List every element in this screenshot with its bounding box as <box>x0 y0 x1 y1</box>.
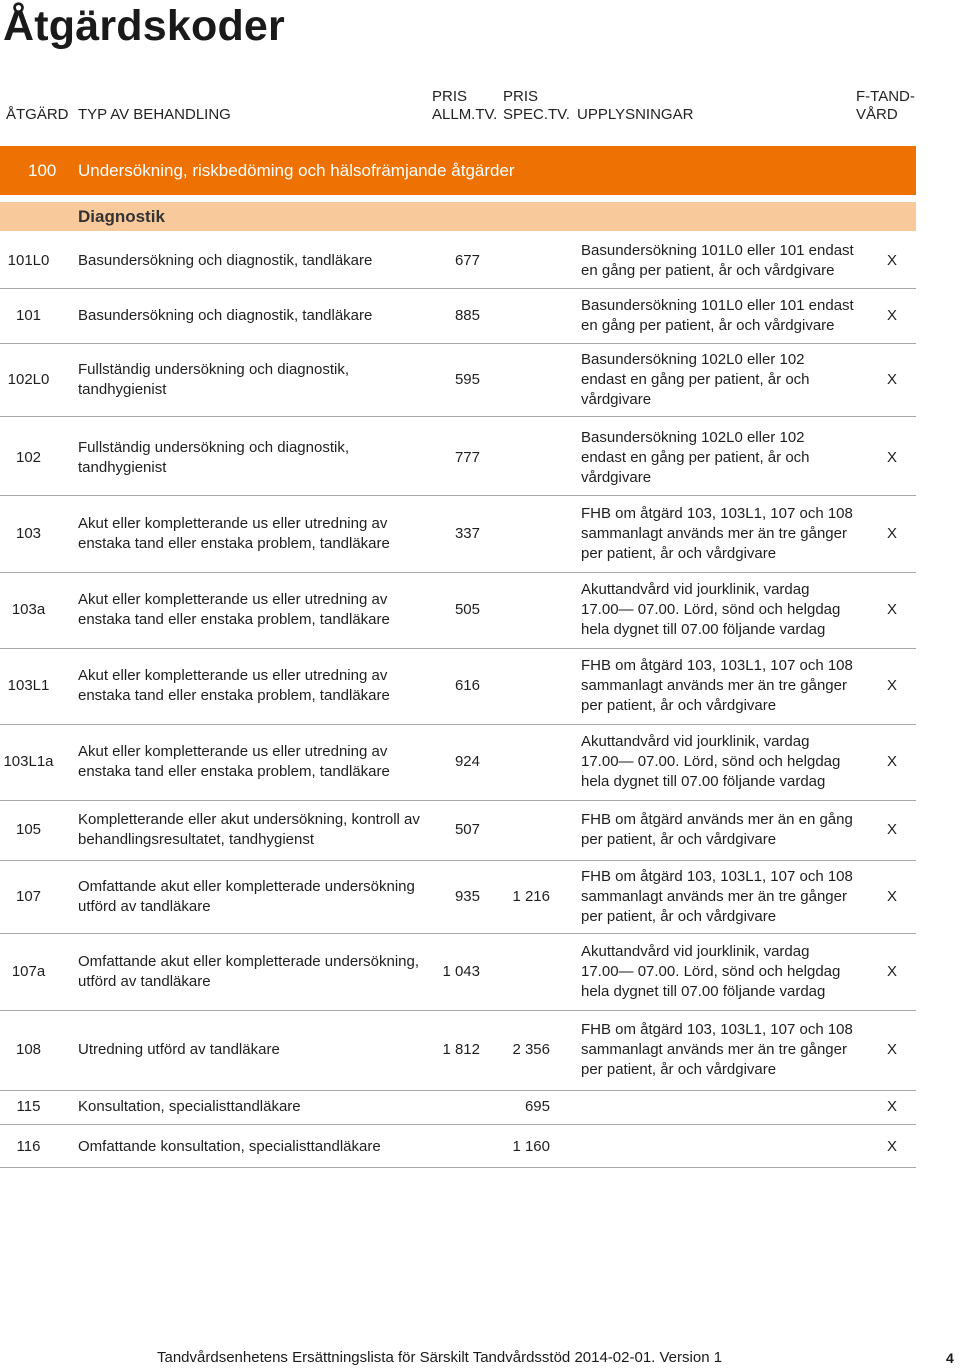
row-price-general: 935 <box>454 888 480 905</box>
row-code: 103L1 <box>7 677 50 694</box>
row-info-line: per patient, år och vårdgivare <box>581 1061 777 1078</box>
table-row <box>0 420 916 496</box>
row-code: 105 <box>15 821 42 838</box>
table-row <box>0 1010 916 1091</box>
row-info <box>581 724 861 800</box>
row-f-care-mark: X <box>886 371 897 388</box>
row-info-line: en gång per patient, år och vårdgivare <box>581 261 835 279</box>
row-description <box>78 1090 428 1124</box>
row-description-line: utförd av tandläkare <box>78 898 211 915</box>
row-info-line: sammanlagt används mer än tre gånger <box>581 888 847 905</box>
row-info-line: sammanlagt används mer än tre gånger <box>581 525 847 542</box>
row-description-line: Basundersökning och diagnostik, tandläkare <box>78 306 373 324</box>
row-info-line: sammanlagt används mer än tre gånger <box>581 1041 847 1058</box>
row-description-line: behandlingsresultatet, tandhygienst <box>78 831 315 848</box>
column-header-price-general-line2: ALLM.TV. <box>432 106 498 123</box>
row-price-special <box>480 934 550 1010</box>
row-description <box>78 572 428 648</box>
row-info <box>581 496 861 572</box>
row-description <box>78 648 428 724</box>
row-info-line: vårdgivare <box>581 391 652 408</box>
table-row <box>0 233 916 289</box>
row-code: 108 <box>15 1041 42 1058</box>
row-description-line: Omfattande akut eller kompletterade undersökning, <box>78 953 420 970</box>
row-info-line: Akuttandvård vid jourklinik, vardag <box>581 581 810 598</box>
row-description <box>78 233 428 288</box>
row-info <box>581 648 861 724</box>
row-description-line: Akut eller kompletterande us eller utredning av <box>78 591 388 608</box>
row-info <box>581 344 861 416</box>
subsection-header <box>0 202 916 231</box>
row-price-general: 1 812 <box>442 1041 480 1058</box>
page-title: Åtgärdskoder <box>3 2 285 50</box>
row-price-special <box>480 233 550 288</box>
row-price-general <box>430 1127 480 1167</box>
row-price-special <box>480 800 550 860</box>
table-row <box>0 934 916 1011</box>
row-code: 116 <box>16 1138 41 1155</box>
table-row <box>0 800 916 861</box>
row-f-care-mark: X <box>886 888 897 905</box>
row-info-line: Basundersökning 101L0 eller 101 endast <box>581 296 854 314</box>
row-info-line: en gång per patient, år och vårdgivare <box>581 316 835 334</box>
row-f-care-mark: X <box>886 1041 897 1058</box>
row-info-line: 17.00— 07.00. Lörd, sönd och helgdag <box>581 753 841 770</box>
table-row <box>0 1090 916 1125</box>
row-info-line: FHB om åtgärd 103, 103L1, 107 och 108 <box>581 868 853 885</box>
column-header-f-care-line2: VÅRD <box>856 106 898 123</box>
table-row <box>0 496 916 573</box>
row-price-general: 924 <box>454 753 480 770</box>
row-info <box>581 861 861 933</box>
row-price-special <box>480 648 550 724</box>
footer-text: Tandvårdsenhetens Ersättningslista för Särskilt Tandvårdsstöd 2014-02-01. Version 1 <box>157 1349 723 1366</box>
row-code: 103 <box>15 525 42 542</box>
row-code: 103L1a <box>3 753 54 770</box>
column-header-price-special-line2: SPEC.TV. <box>503 106 570 123</box>
row-description-line: Omfattande konsultation, specialisttandläkare <box>78 1138 381 1155</box>
row-price-special: 1 160 <box>512 1138 550 1155</box>
row-info-line: hela dygnet till 07.00 följande vardag <box>581 773 826 790</box>
row-price-general: 1 043 <box>442 963 480 980</box>
row-code: 103a <box>11 601 46 618</box>
column-header-description: TYP AV BEHANDLING <box>78 106 231 123</box>
row-info-line: per patient, år och vårdgivare <box>581 831 777 848</box>
row-code: 107a <box>11 963 46 980</box>
row-info <box>581 800 861 860</box>
row-description <box>78 1010 428 1090</box>
row-description <box>78 861 428 933</box>
row-description <box>78 496 428 572</box>
row-price-general <box>430 1090 480 1124</box>
row-description-line: Basundersökning och diagnostik, tandläkare <box>78 251 373 269</box>
table-row <box>0 1127 916 1168</box>
row-code: 102 <box>15 448 42 466</box>
row-price-general: 337 <box>454 525 480 542</box>
row-info-line: 17.00— 07.00. Lörd, sönd och helgdag <box>581 601 841 618</box>
row-description-line: tandhygienist <box>78 381 167 398</box>
row-info-line: hela dygnet till 07.00 följande vardag <box>581 621 826 638</box>
row-code: 101 <box>15 306 42 324</box>
row-info-line: 17.00— 07.00. Lörd, sönd och helgdag <box>581 963 841 980</box>
row-description-line: enstaka tand eller enstaka problem, tandläkare <box>78 763 390 780</box>
section-code: 100 <box>28 161 57 180</box>
column-header-info: UPPLYSNINGAR <box>577 106 694 123</box>
row-f-care-mark: X <box>886 251 897 269</box>
row-price-general: 505 <box>454 601 480 618</box>
row-info-line: Basundersökning 102L0 eller 102 <box>581 351 805 368</box>
row-info-line: sammanlagt används mer än tre gånger <box>581 677 847 694</box>
row-code: 102L0 <box>7 371 50 388</box>
table-row <box>0 288 916 344</box>
row-description <box>78 724 428 800</box>
row-description-line: enstaka tand eller enstaka problem, tandläkare <box>78 535 390 552</box>
row-info-line: hela dygnet till 07.00 följande vardag <box>581 983 826 1000</box>
row-f-care-mark: X <box>886 601 897 618</box>
row-price-special: 1 216 <box>512 888 550 905</box>
row-description <box>78 288 428 343</box>
row-f-care-mark: X <box>886 448 897 466</box>
row-description-line: Akut eller kompletterande us eller utredning av <box>78 515 388 532</box>
column-header-code: ÅTGÄRD <box>6 106 69 123</box>
row-description-line: Kompletterande eller akut undersökning, kontroll av <box>78 811 420 828</box>
row-f-care-mark: X <box>886 306 897 324</box>
row-f-care-mark: X <box>886 1098 897 1115</box>
row-description-line: Fullständig undersökning och diagnostik, <box>78 438 350 456</box>
row-f-care-mark: X <box>886 753 897 770</box>
row-info <box>581 288 861 343</box>
row-price-general: 677 <box>454 251 480 269</box>
row-description-line: utförd av tandläkare <box>78 973 211 990</box>
row-price-special <box>480 288 550 343</box>
row-price-general: 507 <box>454 821 480 838</box>
page-number: 4 <box>946 1350 954 1366</box>
section-title: Undersökning, riskbedöming och hälsofrämjande åtgärder <box>78 161 515 180</box>
row-info-line: Akuttandvård vid jourklinik, vardag <box>581 733 810 750</box>
table-row <box>0 724 916 801</box>
row-info-line: Basundersökning 101L0 eller 101 endast <box>581 241 854 259</box>
row-info-line: FHB om åtgärd används mer än en gång <box>581 811 853 828</box>
row-info <box>581 934 861 1010</box>
row-info-line: Basundersökning 102L0 eller 102 <box>581 428 805 446</box>
row-info <box>581 233 861 288</box>
row-code: 115 <box>16 1098 41 1115</box>
row-f-care-mark: X <box>886 525 897 542</box>
row-code: 107 <box>15 888 42 905</box>
row-info-line: FHB om åtgärd 103, 103L1, 107 och 108 <box>581 1021 853 1038</box>
row-description <box>78 800 428 860</box>
row-price-special: 2 356 <box>512 1041 550 1058</box>
column-header-price-special-line1: PRIS <box>503 88 539 105</box>
row-description-line: Akut eller kompletterande us eller utredning av <box>78 743 388 760</box>
row-info-line: FHB om åtgärd 103, 103L1, 107 och 108 <box>581 505 853 522</box>
column-header-f-care-line1: F-TAND- <box>856 88 915 105</box>
row-info-line: endast en gång per patient, år och <box>581 371 810 388</box>
column-header-price-general-line1: PRIS <box>432 88 468 105</box>
row-info <box>581 1010 861 1090</box>
row-info <box>581 420 861 495</box>
row-description <box>78 420 428 495</box>
row-description-line: Akut eller kompletterande us eller utredning av <box>78 667 388 684</box>
row-f-care-mark: X <box>886 963 897 980</box>
row-description-line: Konsultation, specialisttandläkare <box>78 1098 301 1115</box>
row-description-line: Fullständig undersökning och diagnostik, <box>78 361 350 378</box>
row-description-line: enstaka tand eller enstaka problem, tandläkare <box>78 611 390 628</box>
row-info-line: per patient, år och vårdgivare <box>581 908 777 925</box>
row-price-special <box>480 420 550 495</box>
row-description <box>78 344 428 416</box>
row-description-line: enstaka tand eller enstaka problem, tandläkare <box>78 687 390 704</box>
row-f-care-mark: X <box>886 821 897 838</box>
row-description <box>78 1127 428 1167</box>
row-price-special <box>480 572 550 648</box>
row-info-line: vårdgivare <box>581 468 652 486</box>
row-info <box>581 1127 861 1167</box>
row-description <box>78 934 428 1010</box>
row-info-line: per patient, år och vårdgivare <box>581 697 777 714</box>
section-header <box>0 146 916 195</box>
row-info-line: Akuttandvård vid jourklinik, vardag <box>581 943 810 960</box>
column-header-price-special <box>503 88 570 124</box>
row-f-care-mark: X <box>886 677 897 694</box>
row-info-line: FHB om åtgärd 103, 103L1, 107 och 108 <box>581 657 853 674</box>
subsection-title: Diagnostik <box>78 207 165 226</box>
column-header-price-general <box>432 88 497 124</box>
row-description-line: Utredning utförd av tandläkare <box>78 1041 280 1058</box>
table-row <box>0 861 916 934</box>
row-price-special: 695 <box>524 1098 550 1115</box>
row-info-line: endast en gång per patient, år och <box>581 448 810 466</box>
table-row <box>0 344 916 417</box>
row-code: 101L0 <box>7 251 50 269</box>
row-price-general: 616 <box>454 677 480 694</box>
row-price-general: 885 <box>454 306 480 324</box>
table-row <box>0 648 916 725</box>
row-price-special <box>480 724 550 800</box>
row-price-special <box>480 344 550 416</box>
row-info <box>581 1090 861 1124</box>
row-info <box>581 572 861 648</box>
row-price-special <box>480 496 550 572</box>
column-header-f-care <box>856 88 915 124</box>
row-f-care-mark: X <box>886 1138 897 1155</box>
row-description-line: tandhygienist <box>78 458 167 476</box>
row-price-general: 777 <box>454 448 480 466</box>
row-description-line: Omfattande akut eller kompletterade undersökning <box>78 878 415 895</box>
row-info-line: per patient, år och vårdgivare <box>581 545 777 562</box>
row-price-general: 595 <box>454 371 480 388</box>
table-row <box>0 572 916 649</box>
